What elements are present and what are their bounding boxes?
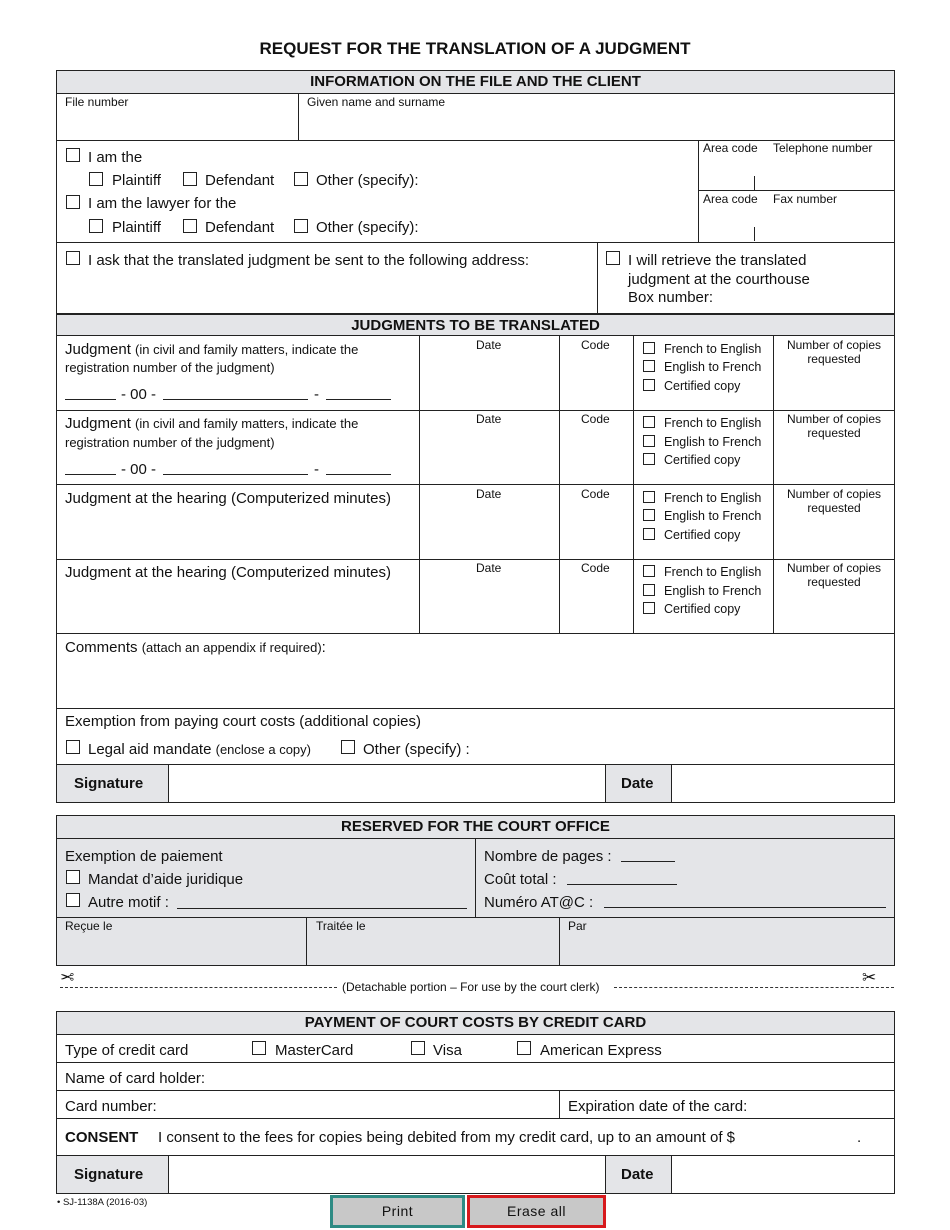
other-checkbox[interactable] — [294, 172, 308, 186]
lawyer-plaintiff-label: Plaintiff — [112, 219, 161, 236]
signature-field[interactable] — [169, 765, 605, 802]
fax-label: Fax number — [773, 192, 838, 206]
print-button[interactable]: Print — [330, 1195, 465, 1228]
judgment-1-date-label: Date — [476, 338, 502, 352]
hearing-1-fr-en-checkbox[interactable] — [643, 491, 655, 503]
exemption-label: Exemption from paying court costs (additional copies) — [65, 713, 422, 730]
payment-date-field[interactable] — [672, 1156, 894, 1193]
autre-label: Autre motif : — [88, 894, 169, 911]
page-title: REQUEST FOR THE TRANSLATION OF A JUDGMENT — [259, 39, 691, 58]
amex-label: American Express — [540, 1042, 662, 1059]
hearing-2-en-fr-checkbox[interactable] — [643, 584, 655, 596]
cout-field[interactable] — [567, 884, 677, 885]
mandat-checkbox[interactable] — [66, 870, 80, 884]
visa-checkbox[interactable] — [411, 1041, 425, 1055]
expiration-label: Expiration date of the card: — [568, 1098, 748, 1115]
judgment-2-reg-part2[interactable] — [163, 474, 308, 475]
pages-label: Nombre de pages : — [484, 848, 612, 865]
traitee-label: Traitée le — [316, 919, 366, 933]
other-label: Other (specify): — [316, 172, 419, 189]
file-number-label: File number — [65, 95, 129, 109]
plaintiff-label: Plaintiff — [112, 172, 161, 189]
hearing-2-fr-en-checkbox[interactable] — [643, 565, 655, 577]
lawyer-other-label: Other (specify): — [316, 219, 419, 236]
card-type-label: Type of credit card — [65, 1042, 189, 1059]
signature-label: Signature — [74, 775, 144, 792]
judgment-2-en-fr-label: English to French — [664, 435, 762, 449]
consent-label: CONSENT — [65, 1129, 139, 1146]
hearing-1-fr-en-label: French to English — [664, 491, 762, 505]
payment-signature-field[interactable] — [169, 1156, 605, 1193]
date-label: Date — [621, 775, 654, 792]
judgments-header: JUDGMENTS TO BE TRANSLATED — [57, 314, 894, 336]
judgment-2-date-label: Date — [476, 412, 502, 426]
hearing-2-certified-label: Certified copy — [664, 602, 741, 616]
judgment-1-en-fr-label: English to French — [664, 360, 762, 374]
lawyer-plaintiff-checkbox[interactable] — [89, 219, 103, 233]
judgment-2-note: registration number of the judgment) — [65, 435, 275, 450]
lawyer-other-checkbox[interactable] — [294, 219, 308, 233]
detach-label: (Detachable portion – For use by the court clerk) — [342, 980, 600, 994]
client-info-header: INFORMATION ON THE FILE AND THE CLIENT — [57, 71, 894, 94]
hearing-2-date-label: Date — [476, 561, 502, 575]
judgment-2-label: Judgment (in civil and family matters, indicate the — [65, 415, 359, 432]
cout-label: Coût total : — [484, 871, 557, 888]
judgment-1-fr-en-label: French to English — [664, 342, 762, 356]
recue-label: Reçue le — [65, 919, 113, 933]
scissors-icon: ✂ — [862, 968, 877, 987]
form-code: • SJ-1138A (2016-03) — [57, 1197, 148, 1208]
judgment-1-fr-en-checkbox[interactable] — [643, 342, 655, 354]
judgment-2-reg-part1[interactable] — [65, 474, 116, 475]
hearing-1-copies-label: Number of copies requested — [786, 487, 882, 515]
mastercard-label: MasterCard — [275, 1042, 354, 1059]
given-name-label: Given name and surname — [307, 95, 446, 109]
i-am-the-label: I am the — [88, 149, 143, 166]
defendant-checkbox[interactable] — [183, 172, 197, 186]
send-address-label: I ask that the translated judgment be sent to the following address: — [88, 252, 530, 269]
consent-text: I consent to the fees for copies being debited from my credit card, up to an amount of $ — [158, 1129, 735, 1146]
payment-date-label: Date — [621, 1166, 654, 1183]
numero-label: Numéro AT@C : — [484, 894, 594, 911]
lawyer-defendant-label: Defendant — [205, 219, 275, 236]
hearing-1-date-label: Date — [476, 487, 502, 501]
judgment-2-en-fr-checkbox[interactable] — [643, 435, 655, 447]
date-field[interactable] — [672, 765, 894, 802]
legal-aid-label: Legal aid mandate (enclose a copy) — [88, 741, 311, 758]
judgment-2-copies-label: Number of copies requested — [786, 412, 882, 440]
telephone-label: Telephone number — [773, 141, 873, 155]
hearing-1-en-fr-label: English to French — [664, 509, 762, 523]
mastercard-checkbox[interactable] — [252, 1041, 266, 1055]
retrieve-label-2: judgment at the courthouse — [628, 271, 810, 288]
defendant-label: Defendant — [205, 172, 275, 189]
autre-field[interactable] — [177, 908, 467, 909]
send-address-checkbox[interactable] — [66, 251, 80, 265]
judgment-1-code-label: Code — [581, 338, 610, 352]
judgment-2-code-label: Code — [581, 412, 610, 426]
hearing-1-certified-label: Certified copy — [664, 528, 741, 542]
plaintiff-checkbox[interactable] — [89, 172, 103, 186]
judgment-1-certified-checkbox[interactable] — [643, 379, 655, 391]
judgment-1-reg-part3[interactable] — [326, 399, 391, 400]
numero-field[interactable] — [604, 907, 886, 908]
judgment-2-fr-en-label: French to English — [664, 416, 762, 430]
court-office-header: RESERVED FOR THE COURT OFFICE — [57, 816, 894, 839]
judgment-1-copies-label: Number of copies requested — [786, 338, 882, 366]
judgment-1-certified-label: Certified copy — [664, 379, 741, 393]
hearing-2-copies-label: Number of copies requested — [786, 561, 882, 589]
judgment-1-en-fr-checkbox[interactable] — [643, 360, 655, 372]
hearing-1-en-fr-checkbox[interactable] — [643, 509, 655, 521]
hearing-1-label: Judgment at the hearing (Computerized minutes) — [65, 490, 392, 507]
mandat-label: Mandat d’aide juridique — [88, 871, 244, 888]
hearing-1-certified-checkbox[interactable] — [643, 528, 655, 540]
comments-label: Comments (attach an appendix if required): — [65, 639, 326, 656]
exemption-other-label: Other (specify) : — [363, 741, 470, 758]
scissors-icon: ✂ — [60, 968, 75, 987]
judgment-1-reg-part2[interactable] — [163, 399, 308, 400]
lawyer-defendant-checkbox[interactable] — [183, 219, 197, 233]
payment-header: PAYMENT OF COURT COSTS BY CREDIT CARD — [57, 1012, 894, 1035]
retrieve-checkbox[interactable] — [606, 251, 620, 265]
judgment-1-note: registration number of the judgment) — [65, 360, 275, 375]
payment-signature-label: Signature — [74, 1166, 144, 1183]
judgment-1-label: Judgment (in civil and family matters, indicate the — [65, 341, 359, 358]
exemption-paiement-label: Exemption de paiement — [65, 848, 223, 865]
hearing-2-certified-checkbox[interactable] — [643, 602, 655, 614]
hearing-2-code-label: Code — [581, 561, 610, 575]
retrieve-label-1: I will retrieve the translated — [628, 252, 807, 269]
area-code-label: Area code — [703, 141, 758, 155]
lawyer-for-checkbox[interactable] — [66, 195, 80, 209]
erase-all-button[interactable]: Erase all — [467, 1195, 606, 1228]
card-number-label: Card number: — [65, 1098, 157, 1115]
judgment-2-certified-checkbox[interactable] — [643, 453, 655, 465]
card-holder-label: Name of card holder: — [65, 1070, 206, 1087]
exemption-other-checkbox[interactable] — [341, 740, 355, 754]
consent-period: . — [857, 1129, 862, 1146]
hearing-1-code-label: Code — [581, 487, 610, 501]
judgment-2-fr-en-checkbox[interactable] — [643, 416, 655, 428]
amex-checkbox[interactable] — [517, 1041, 531, 1055]
judgment-1-sep2: - — [314, 386, 319, 403]
judgment-1-reg-part1[interactable] — [65, 399, 116, 400]
lawyer-for-label: I am the lawyer for the — [88, 195, 237, 212]
judgment-2-sep1: - 00 - — [121, 461, 157, 478]
legal-aid-checkbox[interactable] — [66, 740, 80, 754]
hearing-2-label: Judgment at the hearing (Computerized minutes) — [65, 564, 392, 581]
hearing-2-en-fr-label: English to French — [664, 584, 762, 598]
pages-field[interactable] — [621, 861, 675, 862]
i-am-the-checkbox[interactable] — [66, 148, 80, 162]
box-number-label: Box number: — [628, 289, 714, 306]
judgment-1-sep1: - 00 - — [121, 386, 157, 403]
fax-area-code-label: Area code — [703, 192, 758, 206]
judgment-2-reg-part3[interactable] — [326, 474, 391, 475]
par-label: Par — [568, 919, 587, 933]
judgment-2-certified-label: Certified copy — [664, 453, 741, 467]
judgment-2-sep2: - — [314, 461, 319, 478]
hearing-2-fr-en-label: French to English — [664, 565, 762, 579]
autre-checkbox[interactable] — [66, 893, 80, 907]
visa-label: Visa — [433, 1042, 462, 1059]
